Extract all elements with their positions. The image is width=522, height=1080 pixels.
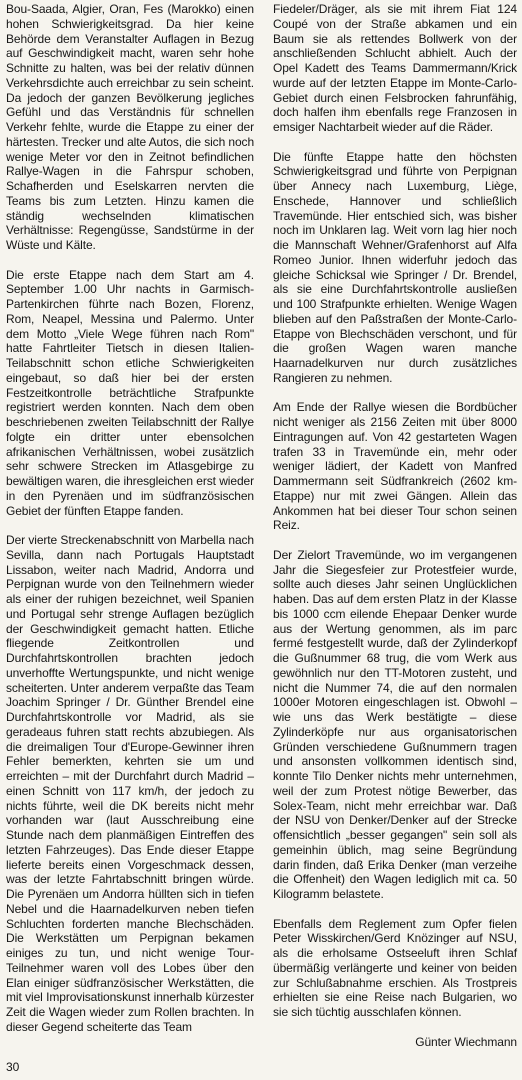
paragraph-right-3: Am Ende der Rallye wiesen die Bordbücher nicht weniger als 2156 Zeiten mit über 8000 Eintragungen auf. Von 42 gestarteten Wagen trafen 33 in Travemünde ein, mehr oder weniger lädiert, der Kadett von Manfred Dammermann seit Südfrankreich (2602 km-Etappe) nur mit zwei Gängen. Allein das Ankommen hat bei dieser Tour schon seinen Reiz.: [273, 400, 517, 533]
paragraph-left-3: Der vierte Streckenabschnitt von Marbella nach Sevilla, dann nach Portugals Hauptstadt Lissabon, weiter nach Madrid, Andorra und Perpignan wurde von den Teilnehmern wieder als einer der ruhigen bezeichnet, weil Spanien und Portugal sehr strenge Auflagen bezüglich der Geschwindigkeit gemacht hatten. Etliche fliegende Zeitkontrollen und Durchfahrtskontrollen brachten jedoch unverhoffte Wertungspunkte, und nicht wenige scheiterten. Unter anderem verpaßte das Team Joachim Springer / Dr. Günther Brendel eine Durchfahrtskontrolle vor Madrid, als sie geradeaus fuhren statt rechts abzubiegen. Als die dreimaligen Tour d'Europe-Gewinner ihren Fehler bemerkten, kehrten sie um und erreichten – mit der Durchfahrt durch Madrid – einen Schnitt von 117 km/h, der jedoch zu nichts führte, weil die DK bereits nicht mehr vorhanden war (laut Ausschreibung eine Stunde nach dem planmäßigen Eintreffen des letzten Fahrzeuges). Das Ende dieser Etappe lieferte bereits einen Vorgeschmack dessen, was der letzte Fahrtabschnitt bringen würde. Die Pyrenäen um Andorra hüllten sich in tiefen Nebel und die Haarnadelkurven neben tiefen Schluchten forderten manche Blechschäden. Die Werkstätten um Perpignan bekamen einiges zu tun, und nicht wenige Tour-Teilnehmer waren voll des Lobes über den Elan einiger südfranzösischer Werkstätten, die mit viel Improvisationskunst innerhalb kürzester Zeit die Wagen wieder zum Rollen brachten. In dieser Gegend scheiterte das Team: [6, 533, 254, 1034]
paragraph-right-2: Die fünfte Etappe hatte den höchsten Schwierigkeitsgrad und führte von Perpignan über Annecy nach Luxemburg, Liège, Enschede, Hannover und schließlich Travemünde. Hier entschied sich, was bisher noch im Unklaren lag. Weit vorn lag hier noch die Mannschaft Wehner/Grafenhorst auf Alfa Romeo Junior. Ihnen widerfuhr jedoch das gleiche Schicksal wie Springer / Dr. Brendel, als sie eine Durchfahrtskontrolle ausließen und 100 Strafpunkte erhielten. Wenige Wagen blieben auf den Paßstraßen der Monte-Carlo-Etappe von Blechschäden verschont, und für die großen Wagen waren manche Haarnadelkurven nur durch zusätzliches Rangieren zu nehmen.: [273, 149, 517, 385]
paragraph-left-2: Die erste Etappe nach dem Start am 4. September 1.00 Uhr nachts in Garmisch-Partenkirchen führte nach Bozen, Florenz, Rom, Neapel, Messina und Palermo. Unter dem Motto „Viele Wege führen nach Rom" hatte Fahrtleiter Tietsch in diesen Italien-Teilabschnitt schon etliche Schwierigkeiten eingebaut, so daß hier bei der ersten Festzeitkontrolle beträchtliche Strafpunkte registriert werden konnten. Nach dem oben beschriebenen zweiten Teilabschnitt der Rallye folgte ein dritter unter ebensolchen afrikanischen Verhältnissen, wobei zusätzlich sehr schwere Strecken im Atlasgebirge zu bewältigen waren, die ihresgleichen erst wieder in den Pyrenäen und im südfranzösischen Gebiet der fünften Etappe fanden.: [6, 267, 254, 518]
left-text-column: [6, 2, 254, 1049]
paragraph-left-1: Bou-Saada, Algier, Oran, Fes (Marokko) einen hohen Schwierigkeitsgrad. Da hier keine Behörde dem Veranstalter Auflagen in Bezug auf Geschwindigkeit macht, waren sehr hohe Schnitte zu halten, was bei der relativ dünnen Verkehrsdichte auch erreichbar zu sein scheint. Da jedoch der ganzen Bevölkerung jegliches Gefühl und das Verständnis für schnellen Verkehr fehlte, wurde die Etappe zu einer der härtesten. Trecker und alte Autos, die sich noch wenige Meter vor den in Zeitnot befindlichen Rallye-Wagen in die Fahrspur schoben, Schafherden und Eselskarren nervten die Teams bis zum Letzten. Hinzu kamen die ständig wechselnden klimatischen Verhältnisse: Regengüsse, Sandstürme in der Wüste und Kälte.: [6, 2, 255, 252]
paragraph-right-4: Der Zielort Travemünde, wo im vergangenen Jahr die Siegesfeier zur Protestfeier wurde, sollte auch dieses Jahr seinen Unglücklichen haben. Das auf dem ersten Platz in der Klasse bis 1000 ccm eilende Ehepaar Denker wurde aus der Wertung genommen, als im parc fermé festgestellt wurde, daß der Zylinderkopf die Gußnummer 68 trug, die vom Werk aus gewöhnlich nur den TT-Motoren zusteht, und nicht die Nummer 74, die auf den normalen 1000er Motoren eingeschlagen ist. Obwohl – wie uns das Werk bestätigte – diese Zylinderköpfe nur aus organisatorischen Gründen verschiedene Gußnummern tragen und ansonsten vollkommen identisch sind, konnte Tilo Denker nichts mehr unternehmen, weil der zum Protest nötige Bewerber, das Solex-Team, nicht mehr erreichbar war. Daß der NSU von Denker/Denker auf der Strecke offensichtlich „besser gegangen" sein soll als gemeinhin üblich, mag seine Begründung darin finden, daß Erika Denker (man verzeihe die Offenheit) den Wagen lediglich mit ca. 50 Kilogramm belastete.: [273, 547, 517, 901]
paragraph-right-5: Ebenfalls dem Reglement zum Opfer fielen Peter Wisskirchen/Gerd Knözinger auf NSU, als die erholsame Ostseeluft ihren Schlaf übermäßig verlängerte und keiner von beiden zur Schlußabnahme erschien. Als Trostpreis erhielten sie eine Reise nach Bulgarien, wo sie sich tüchtig ausschlafen können.: [273, 916, 517, 1019]
author-byline: Günter Wiechmann: [415, 1034, 517, 1049]
paragraph-right-1: Fiedeler/Dräger, als sie mit ihrem Fiat 124 Coupé von der Straße abkamen und ein Baum sie als rettendes Bollwerk von der anschließenden Schlucht abhielt. Auch der Opel Kadett des Teams Dammermann/Krick wurde auf der letzten Etappe im Monte-Carlo-Gebiet durch einen Felsbrocken fahrunfähig, doch halfen ihm ebenfalls rege Franzosen in emsiger Nachtarbeit wieder auf die Räder.: [273, 2, 517, 134]
right-text-column: [273, 2, 517, 1064]
page-number: 30: [6, 1060, 20, 1074]
